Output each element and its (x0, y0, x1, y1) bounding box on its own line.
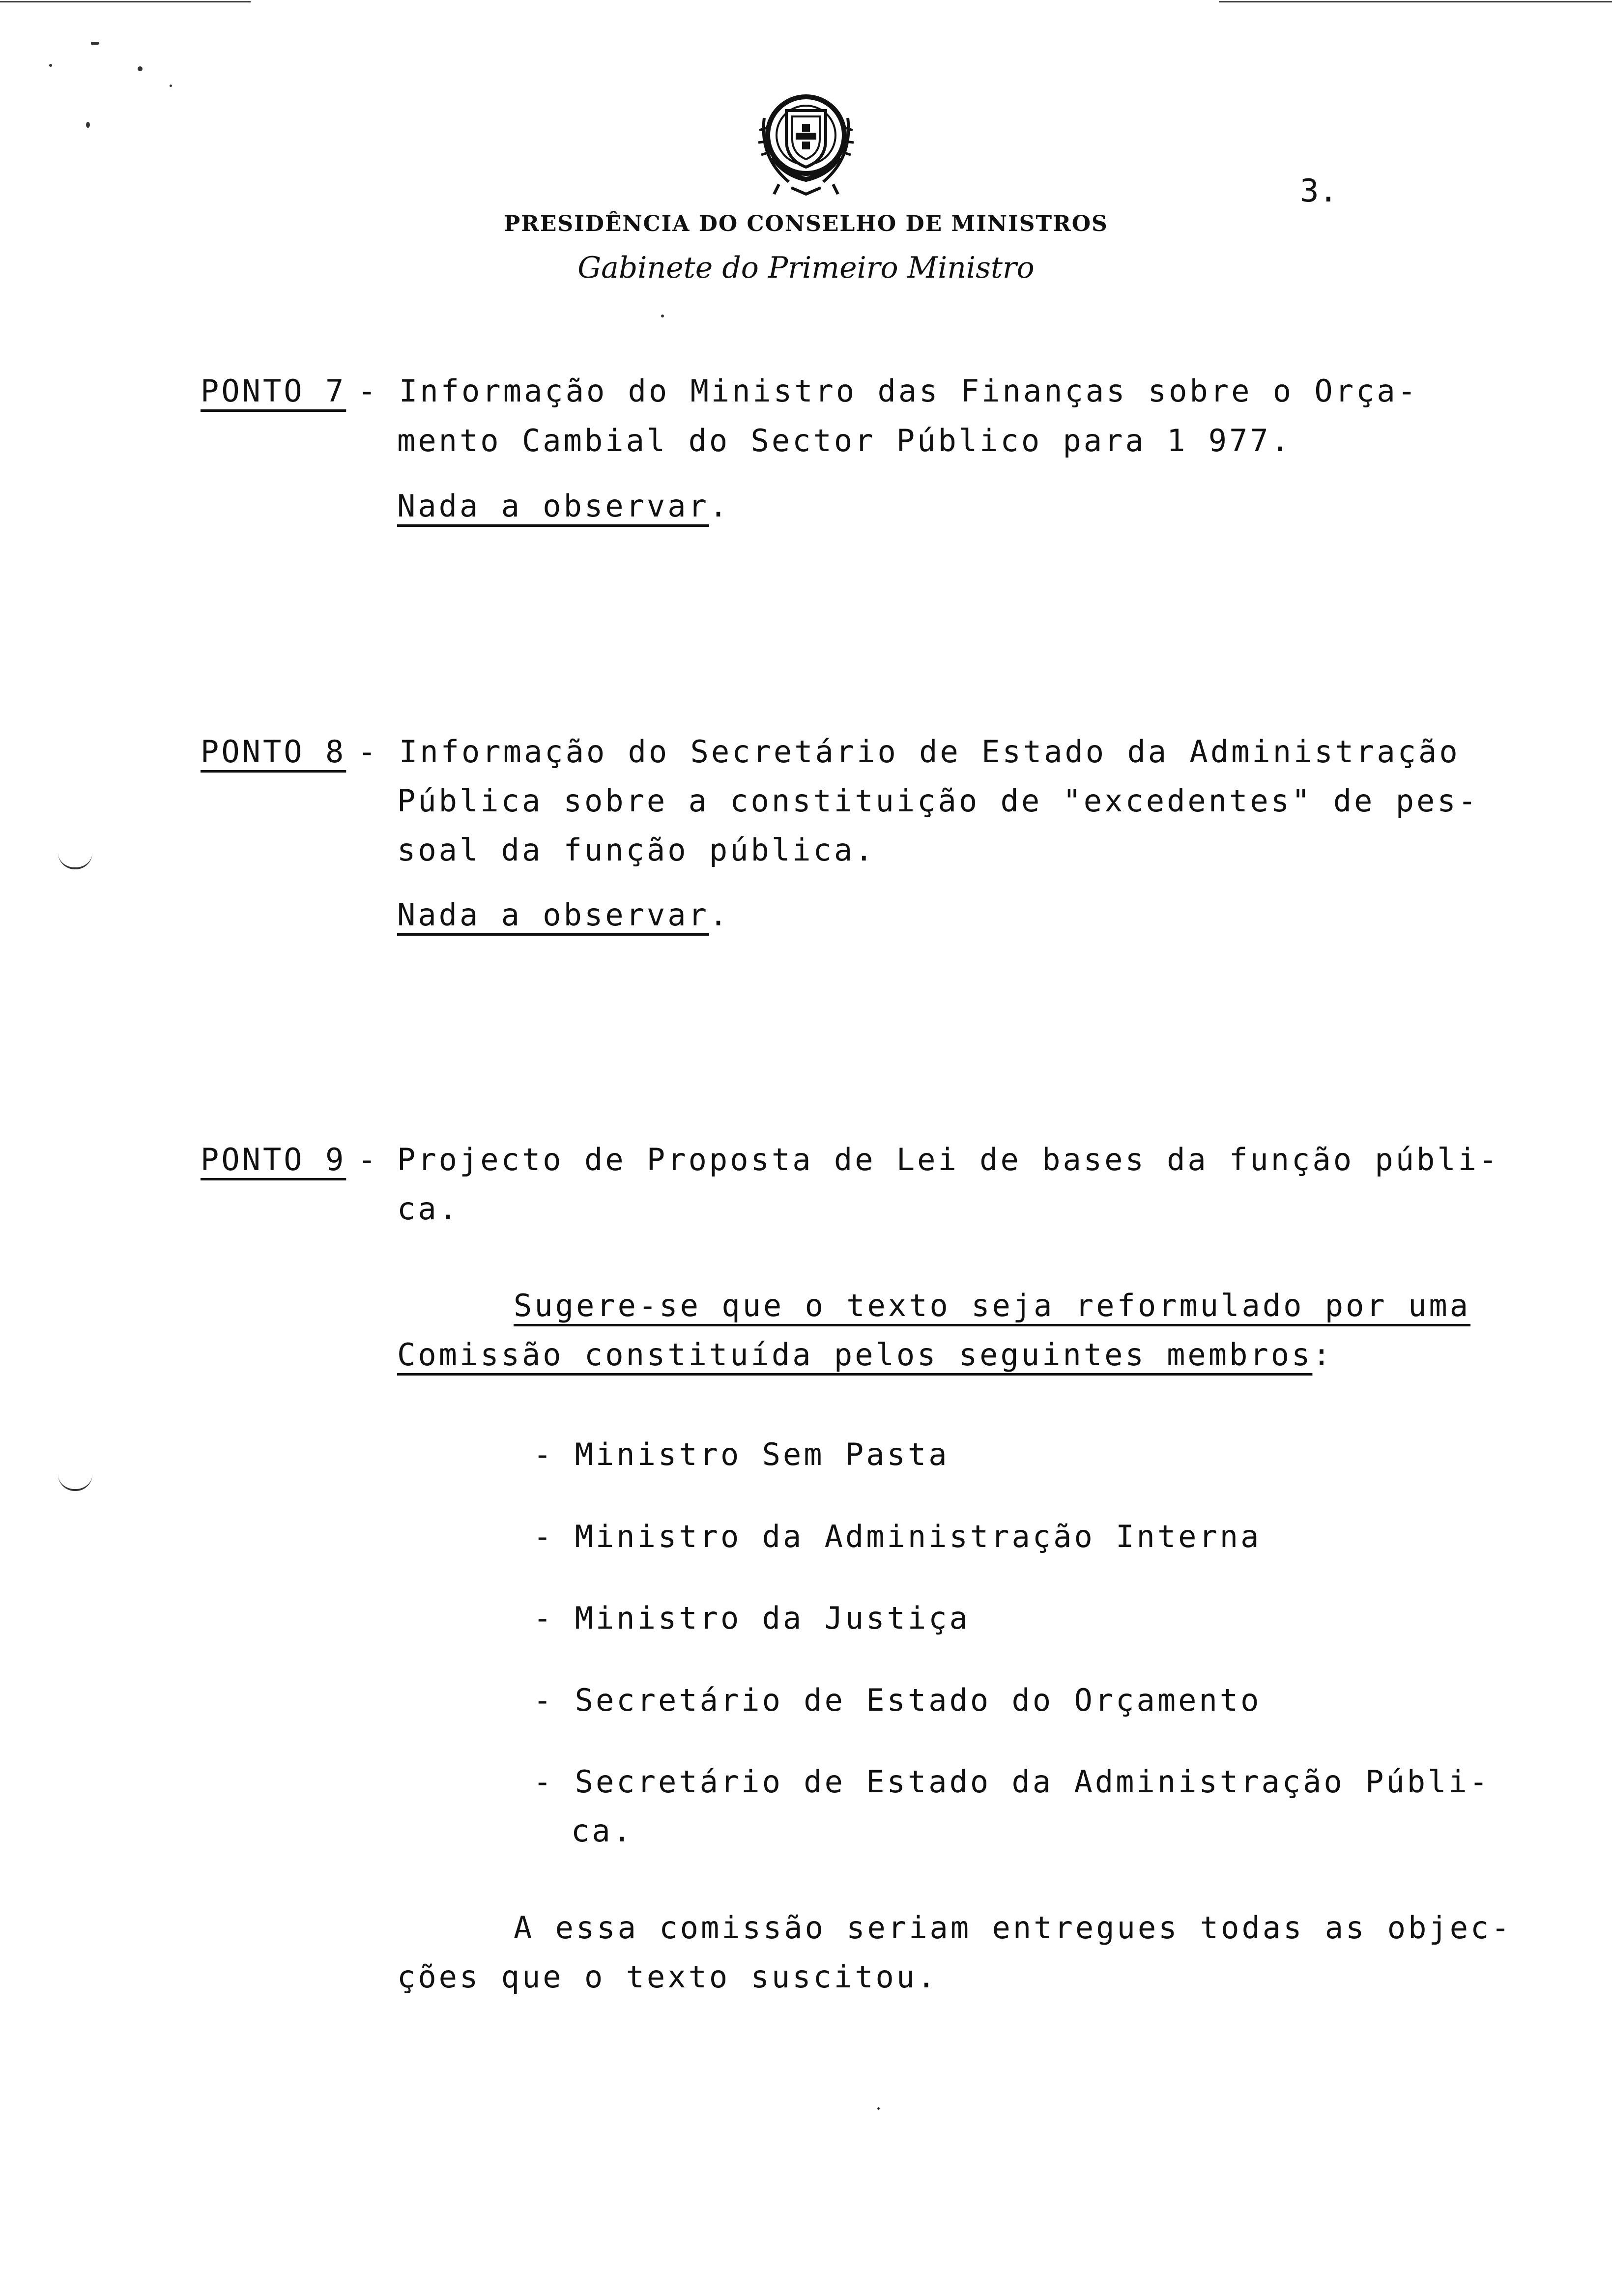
ponto-7-text-line: Informação do Ministro das Finanças sobre o Orça- (399, 373, 1419, 409)
ponto-9-label: PONTO 9 (201, 1142, 346, 1177)
closing-paragraph-line: ções que o texto suscitou. (397, 1959, 938, 1995)
ponto-7-text-line: mento Cambial do Sector Público para 1 977. (397, 423, 1292, 459)
ponto-8-text-line: Pública sobre a constituição de "excedentes" de pes- (397, 783, 1479, 819)
ponto-8-decision (397, 890, 730, 940)
margin-mark (58, 1474, 92, 1491)
ponto-7-decision-text: Nada a observar (397, 488, 709, 524)
ponto-7-dash: - (358, 373, 379, 409)
coat-of-arms-emblem (745, 84, 867, 199)
ponto-9-suggestion-colon: : (1312, 1337, 1333, 1373)
ponto-8-label: PONTO 8 (201, 734, 346, 770)
member-list-item-continuation: ca. (571, 1813, 633, 1849)
ponto-8-dash: - (358, 734, 379, 770)
member-list-item: - Secretário de Estado da Administração Públi- (533, 1764, 1491, 1800)
ponto-9-dash: - (358, 1142, 379, 1177)
ponto-9-suggestion-text: Comissão constituída pelos seguintes membros (397, 1337, 1313, 1373)
member-list-item: - Ministro da Administração Interna (533, 1519, 1262, 1554)
ponto-9-suggestion-line (397, 1330, 1333, 1379)
scan-edge-line (1219, 1, 1612, 2)
margin-mark (58, 853, 92, 869)
office-title: Gabinete do Primeiro Ministro (577, 251, 1035, 285)
ponto-7-label: PONTO 7 (201, 373, 346, 409)
ponto-7-decision (397, 482, 730, 531)
ponto-8-text-line: soal da função pública. (397, 832, 876, 868)
ponto-9-text-line: ca. (397, 1191, 460, 1227)
institution-title: PRESIDÊNCIA DO CONSELHO DE MINISTROS (504, 211, 1108, 236)
member-list-item: - Ministro Sem Pasta (533, 1436, 950, 1472)
page-number: 3. (1300, 173, 1338, 209)
ponto-9-text-line: Projecto de Proposta de Lei de bases da função públi- (397, 1142, 1500, 1177)
member-list-item: - Secretário de Estado do Orçamento (533, 1682, 1262, 1718)
ponto-9-suggestion-line: Sugere-se que o texto seja reformulado por uma (514, 1288, 1471, 1323)
ponto-8-text-line: Informação do Secretário de Estado da Administração (399, 734, 1460, 770)
ponto-7-decision-period: . (709, 488, 730, 524)
ponto-8-decision-period: . (709, 897, 730, 933)
ponto-8-decision-text: Nada a observar (397, 897, 709, 933)
member-list-item: - Ministro da Justiça (533, 1600, 970, 1636)
closing-paragraph-line: A essa comissão seriam entregues todas as objec- (514, 1910, 1512, 1946)
scan-edge-line (0, 1, 251, 2)
